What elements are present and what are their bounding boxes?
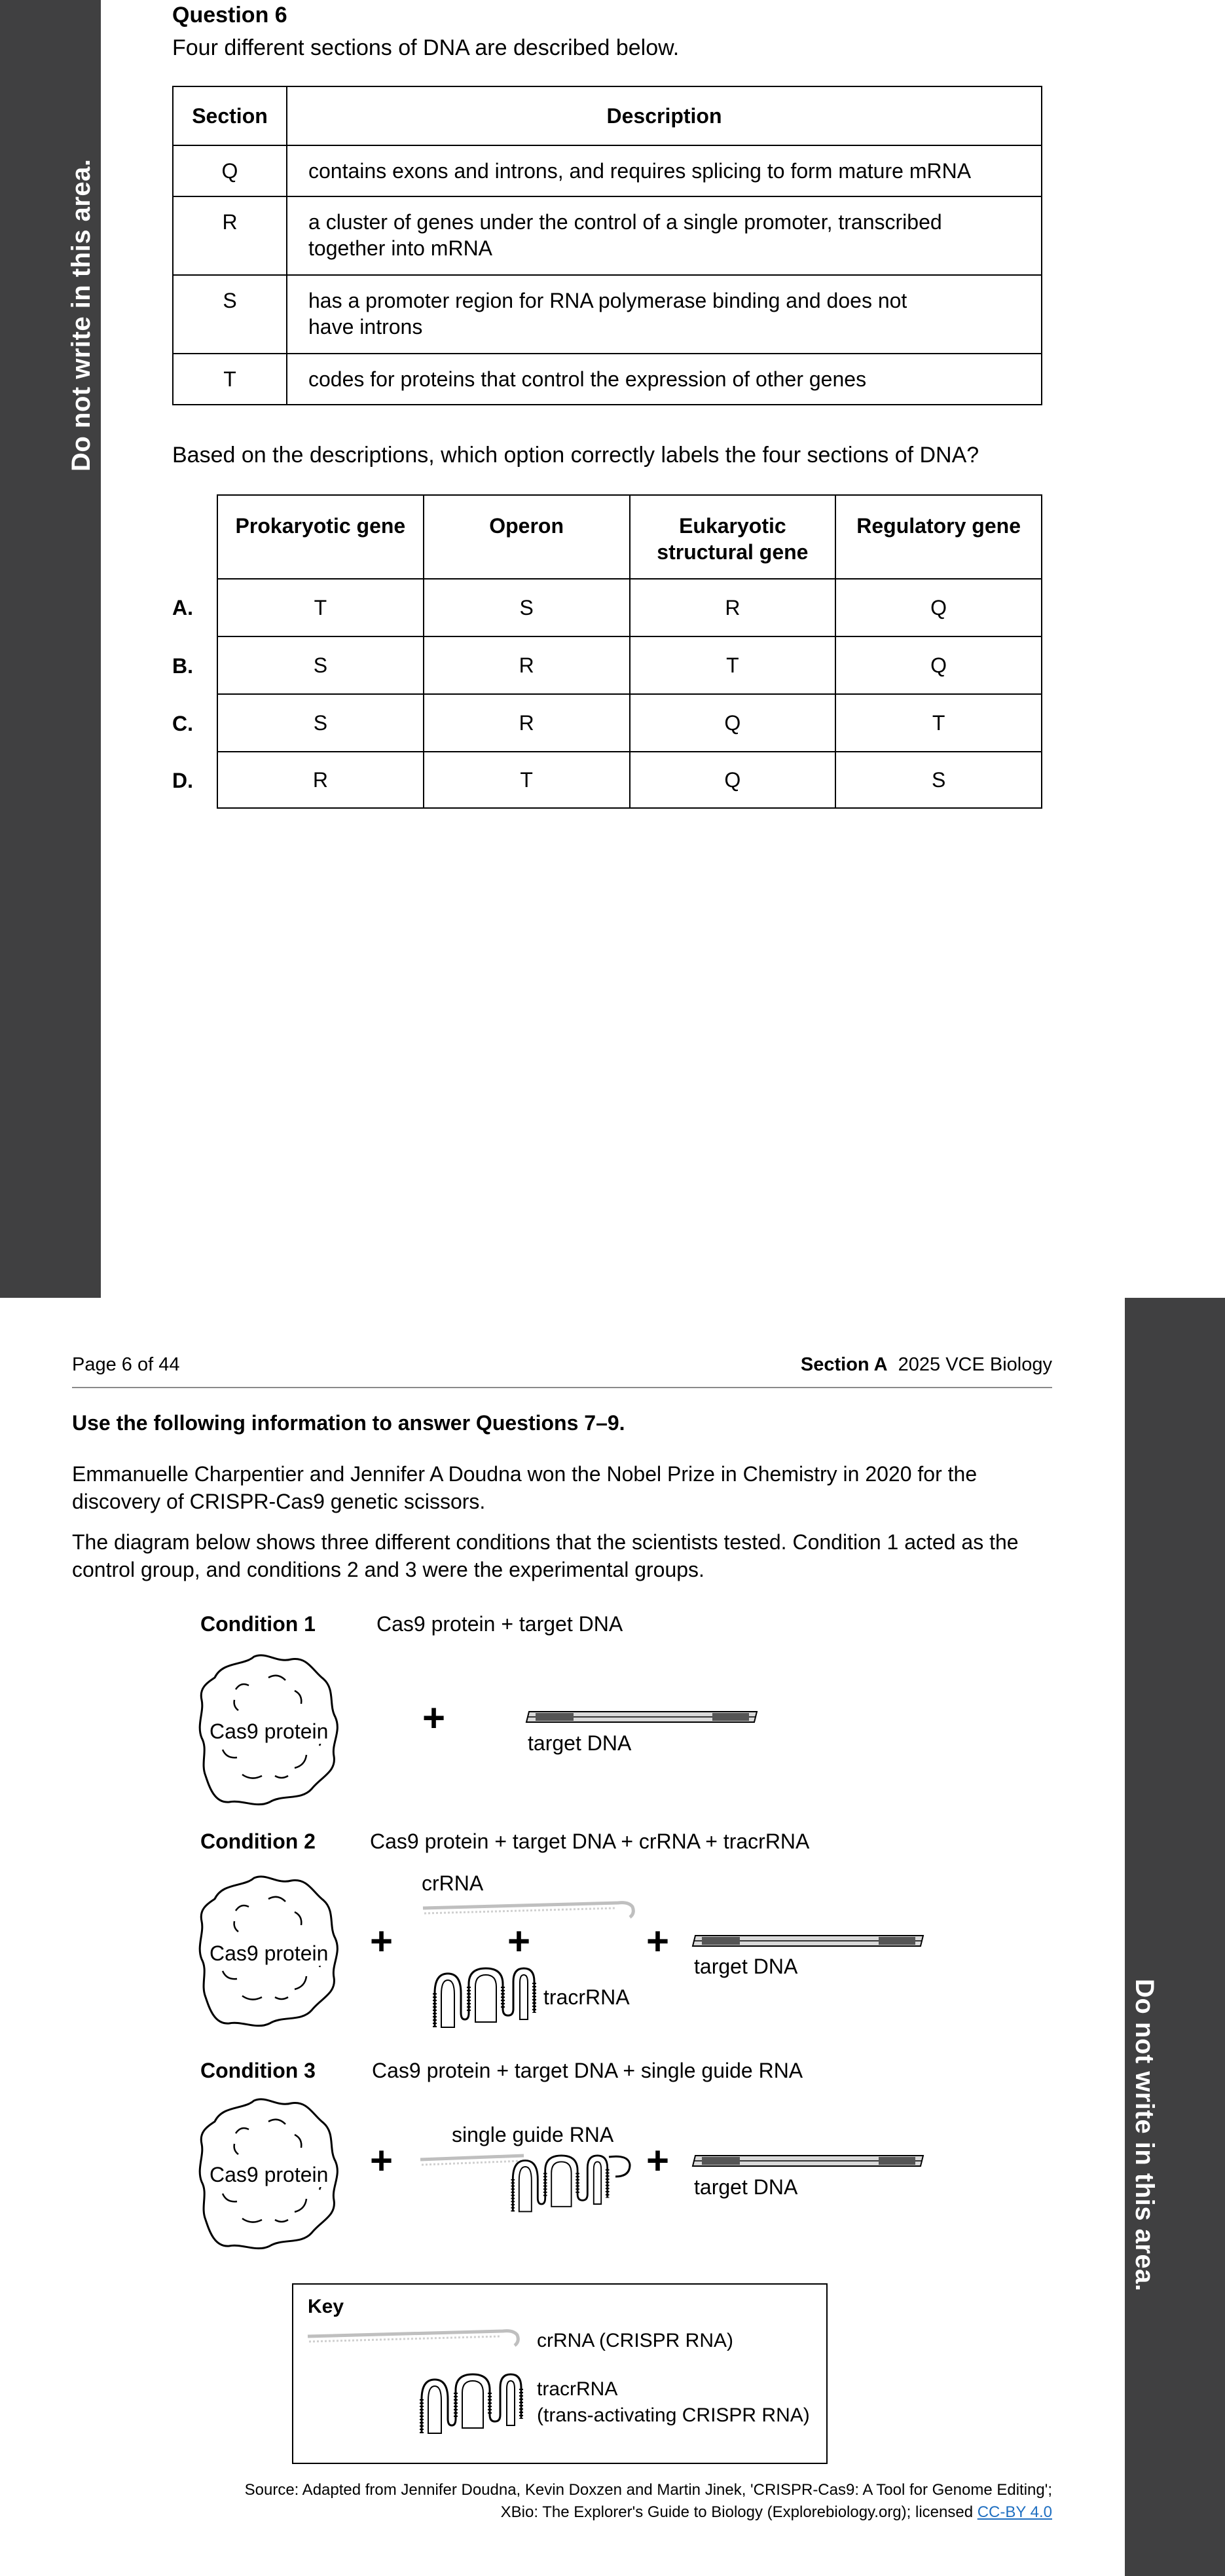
cas9-protein-label: Cas9 protein [210,2163,329,2186]
header-operon: Operon [424,495,630,579]
condition-2-title: Condition 2 [200,1830,316,1853]
option-cell: S [217,694,424,752]
options-table-header [217,495,1042,579]
license-link[interactable]: CC-BY 4.0 [977,2503,1052,2521]
option-cell: S [424,579,630,636]
plus-sign: + [370,2139,393,2182]
option-cell: T [630,636,836,694]
table-row [173,354,1042,405]
plus-sign: + [646,2139,670,2182]
condition-2-desc: Cas9 protein + target DNA + crRNA + tracrRNA [370,1830,810,1853]
crrna-label: crRNA [422,1871,484,1895]
sgrna-label: single guide RNA [452,2123,614,2146]
tracrrna-label: tracrRNA [543,1985,630,2009]
option-row-c [217,694,1042,752]
table-row [173,196,1042,275]
sidebar-text: Do not write in this area. [67,158,96,471]
condition-3-desc: Cas9 protein + target DNA + single guide RNA [372,2059,803,2082]
section-letter: T [173,354,287,405]
options-table [217,494,1042,809]
option-cell: T [424,752,630,808]
source-citation [245,2479,1052,2524]
exam-title: 2025 VCE Biology [898,1354,1052,1375]
target-dna-icon [691,2153,927,2170]
info-paragraph-2: The diagram below shows three different conditions that the scientists tested. Condition 1 acted as the control group, and conditions 2 and 3 were the experimental groups. [72,1530,1019,1581]
sections-table [172,86,1042,405]
source-line-2-text: XBio: The Explorer's Guide to Biology (Explorebiology.org); licensed [500,2503,974,2521]
option-d-letter: D. [172,769,193,792]
condition-3-title: Condition 3 [200,2059,316,2082]
section-letter: R [173,196,287,275]
header-section: Section [173,86,287,145]
option-cell: R [630,579,836,636]
plus-sign: + [646,1919,670,1963]
info-paragraph-1: Emmanuelle Charpentier and Jennifer A Doudna won the Nobel Prize in Chemistry in 2020 for the discovery of CRISPR-Cas9 genetic scissors. [72,1462,978,1513]
option-cell: Q [630,694,836,752]
key-crrna-icon [306,2326,522,2349]
table-row [173,275,1042,354]
plus-sign: + [370,1919,393,1963]
option-row-d [217,752,1042,808]
target-dna-label: target DNA [694,1955,798,1978]
condition-1-title: Condition 1 [200,1612,316,1636]
option-c-letter: C. [172,712,193,735]
header-prokaryotic: Prokaryotic gene [217,495,424,579]
key-tracrrna-icon [412,2373,530,2438]
question-prompt: Based on the descriptions, which option correctly labels the four sections of DNA? [172,443,979,468]
target-dna-icon [525,1709,761,1726]
option-cell: S [835,752,1042,808]
cas9-protein-label: Cas9 protein [210,1941,329,1965]
option-cell: T [217,579,424,636]
plus-sign: + [422,1696,446,1740]
option-cell: R [424,694,630,752]
key-box [292,2283,828,2464]
target-dna-icon [691,1933,927,1950]
section-description: contains exons and introns, and requires splicing to form mature mRNA [287,145,1042,196]
option-a-letter: A. [172,596,193,619]
plus-sign: + [507,1919,531,1963]
target-dna-label: target DNA [528,1731,632,1755]
option-b-letter: B. [172,654,193,678]
sidebar-right [1125,1298,1225,2576]
tracrrna-icon [426,1967,543,2033]
source-line-2 [245,2501,1052,2524]
table-row [173,145,1042,196]
section-letter: Q [173,145,287,196]
option-cell: Q [630,752,836,808]
page-header-right [801,1354,1052,1376]
section-description: codes for proteins that control the expression of other genes [287,354,1042,405]
sidebar-text: Do not write in this area. [1130,1979,1159,2292]
section-description: a cluster of genes under the control of a single promoter, transcribed together into mRNA [287,196,1042,275]
question-title: Question 6 [172,3,287,28]
section-label: Section A [800,1354,888,1375]
option-row-a [217,579,1042,636]
header-divider [72,1387,1052,1388]
sections-table-header [173,86,1042,145]
option-cell: T [835,694,1042,752]
key-tracrrna-desc: (trans-activating CRISPR RNA) [537,2404,810,2426]
section-description: has a promoter region for RNA polymerase binding and does not have introns [287,275,1042,354]
source-line-1: Source: Adapted from Jennifer Doudna, Kevin Doxzen and Martin Jinek, 'CRISPR-Cas9: A Tool for Genome Editing'; [244,2481,1052,2499]
option-cell: S [217,636,424,694]
option-cell: R [424,636,630,694]
target-dna-label: target DNA [694,2175,798,2199]
key-title: Key [308,2296,344,2317]
cas9-protein-label: Cas9 protein [210,1720,329,1743]
sidebar-left [0,0,101,1298]
single-guide-rna-icon [419,2148,635,2226]
section-letter: S [173,275,287,354]
page-number: Page 6 of 44 [72,1354,180,1375]
option-cell: Q [835,636,1042,694]
option-row-b [217,636,1042,694]
header-description: Description [287,86,1042,145]
option-cell: Q [835,579,1042,636]
crrna-icon [422,1898,638,1921]
header-eukaryotic: Eukaryotic structural gene [630,495,836,579]
question-intro: Four different sections of DNA are described below. [172,35,680,60]
key-crrna-label: crRNA (CRISPR RNA) [537,2330,734,2351]
condition-1-desc: Cas9 protein + target DNA [376,1612,623,1636]
info-heading: Use the following information to answer Questions 7–9. [72,1411,625,1435]
option-cell: R [217,752,424,808]
header-regulatory: Regulatory gene [835,495,1042,579]
key-tracrrna-label: tracrRNA [537,2378,618,2400]
